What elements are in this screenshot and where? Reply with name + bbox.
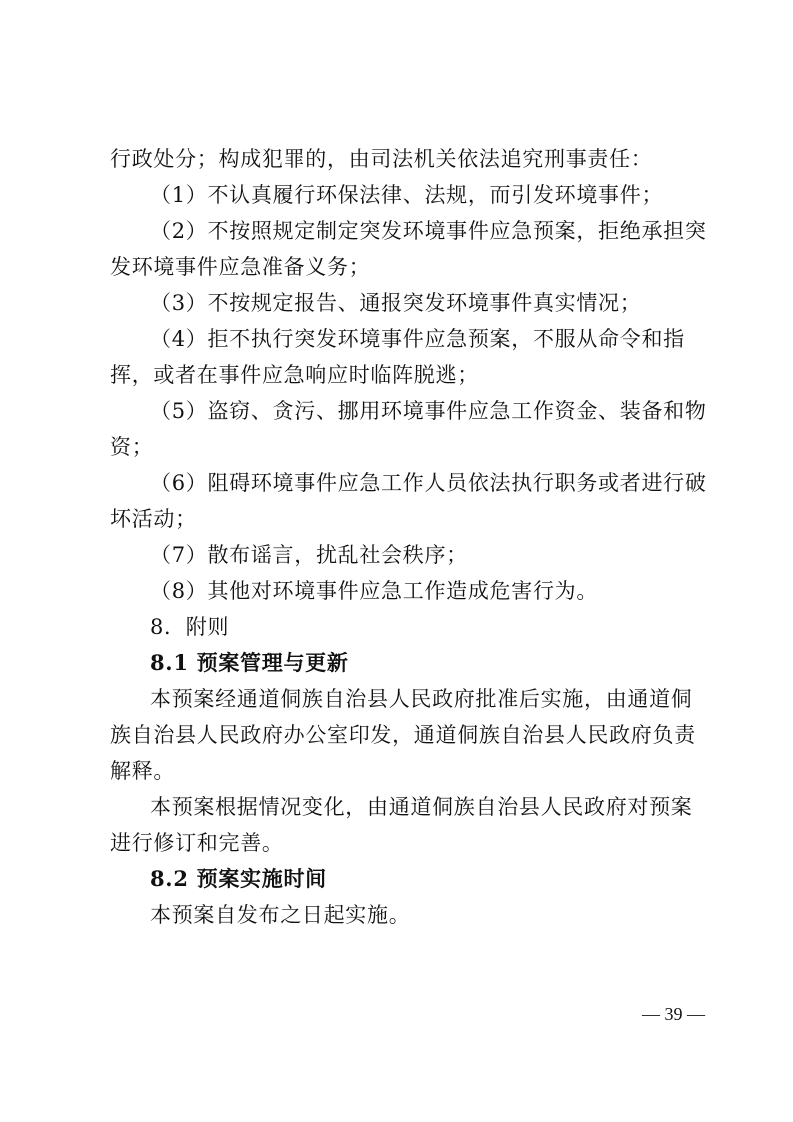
subsection-heading-8-1: 8.1 预案管理与更新 [150,650,349,675]
page-number: — 39 — [642,1004,705,1024]
paragraph-line: 进行修订和完善。 [110,831,284,855]
list-item-4-continuation: 挥，或者在事件应急响应时临阵脱逃； [110,363,479,387]
list-item-7: （7）散布谣言，扰乱社会秩序； [150,543,468,567]
list-item-6: （6）阻碍环境事件应急工作人员依法执行职务或者进行破 [150,471,707,495]
list-item-2-continuation: 发环境事件应急准备义务； [110,255,371,279]
paragraph-line: 本预案根据情况变化，由通道侗族自治县人民政府对预案 [150,795,693,819]
paragraph-line: 本预案自发布之日起实施。 [150,903,411,927]
list-item-2: （2）不按照规定制定突发环境事件应急预案，拒绝承担突 [150,219,707,243]
paragraph-line: 行政处分；构成犯罪的，由司法机关依法追究刑事责任： [110,147,653,171]
list-item-1: （1）不认真履行环保法律、法规，而引发环境事件； [150,183,664,207]
paragraph-line: 本预案经通道侗族自治县人民政府批准后实施，由通道侗 [150,687,693,711]
list-item-5: （5）盗窃、贪污、挪用环境事件应急工作资金、装备和物 [150,399,707,423]
list-item-3: （3）不按规定报告、通报突发环境事件真实情况； [150,291,642,315]
list-item-4: （4）拒不执行突发环境事件应急预案，不服从命令和指 [150,327,685,351]
list-item-6-continuation: 坏活动； [110,507,197,531]
document-body [110,141,707,933]
list-item-5-continuation: 资； [110,435,154,459]
list-item-8: （8）其他对环境事件应急工作造成危害行为。 [150,579,599,603]
section-heading: 8．附则 [150,615,230,639]
paragraph-line: 解释。 [110,759,176,783]
subsection-heading-8-2: 8.2 预案实施时间 [150,866,327,891]
paragraph-line: 族自治县人民政府办公室印发，通道侗族自治县人民政府负责 [110,723,696,747]
